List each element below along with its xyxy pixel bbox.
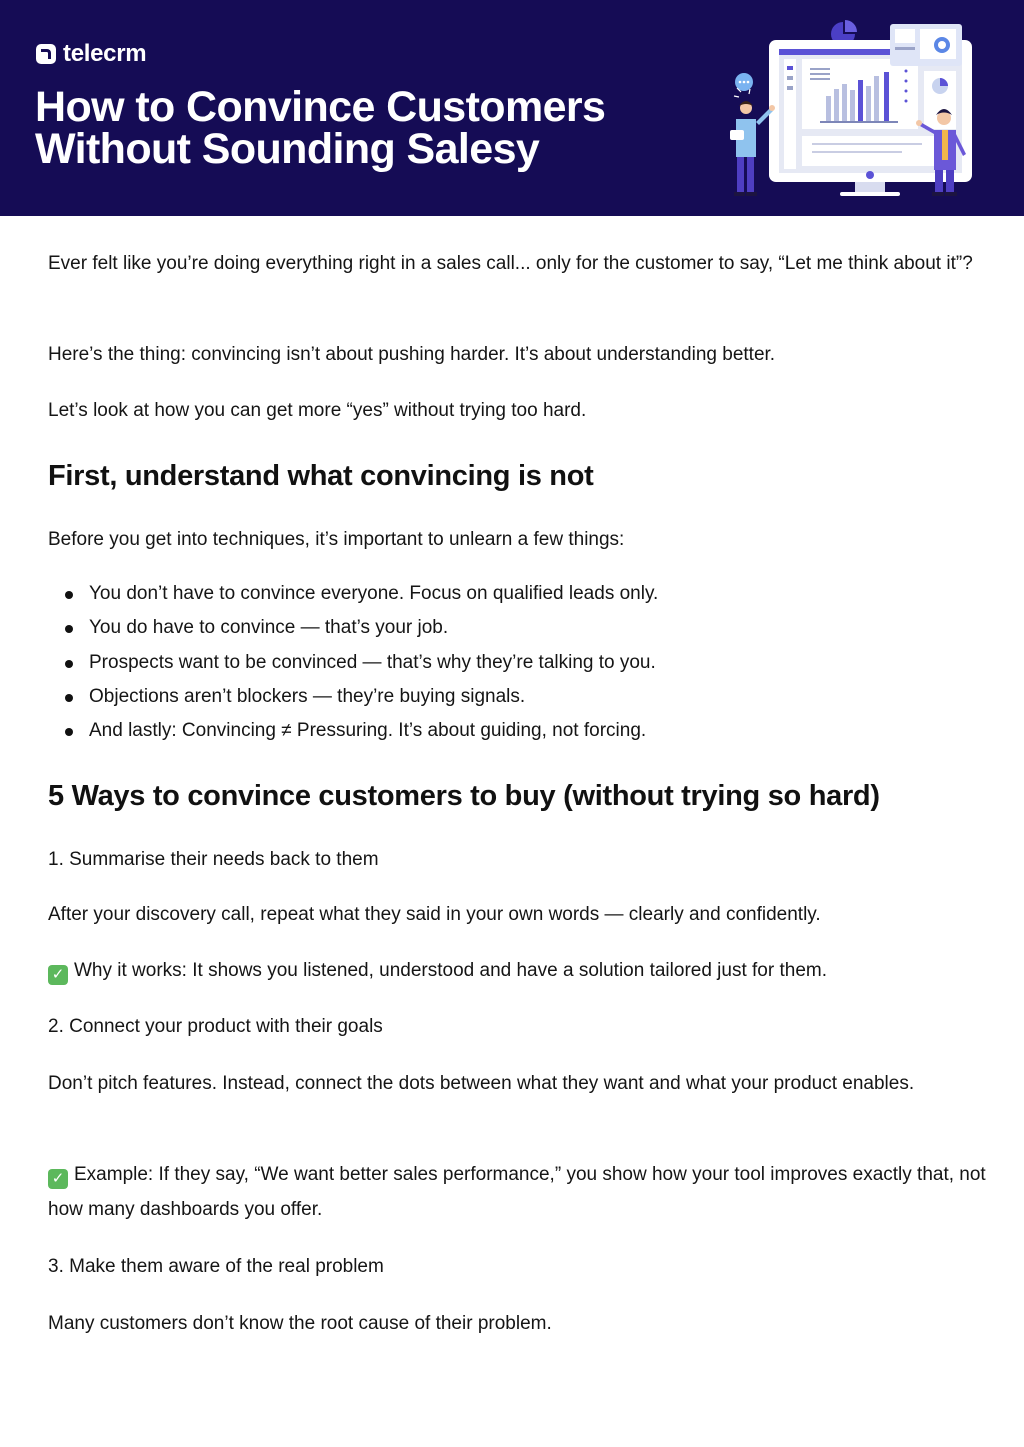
step-1-title: 1. Summarise their needs back to them — [48, 849, 379, 870]
step-1-note-text: Why it works: It shows you listened, understood and have a solution tailored just for them. — [74, 960, 827, 981]
brand-name: telecrm — [63, 40, 147, 67]
checkmark-icon: ✓ — [48, 965, 68, 985]
step-2-note — [48, 1157, 988, 1227]
intro-paragraph-2: Here’s the thing: convincing isn’t about pushing harder. It’s about understanding better. — [48, 344, 776, 365]
list-item: You don’t have to convince everyone. Focus on qualified leads only. — [48, 577, 658, 611]
intro-paragraph-3: Let’s look at how you can get more “yes” without trying too hard. — [48, 400, 587, 421]
step-3-title: 3. Make them aware of the real problem — [48, 1256, 384, 1277]
section-heading-convincing-is-not: First, understand what convincing is not — [48, 460, 594, 492]
dashboard-illustration — [722, 16, 978, 198]
unlearn-list — [48, 577, 658, 748]
section-heading-five-ways: 5 Ways to convince customers to buy (without trying so hard) — [48, 780, 880, 812]
list-item: You do have to convince — that’s your job. — [48, 611, 658, 645]
telecrm-logo-icon — [36, 44, 56, 64]
header-banner — [0, 0, 1024, 216]
page-title: How to Convince Customers Without Sounding Salesy — [35, 83, 606, 173]
brand[interactable] — [36, 40, 146, 68]
list-item: And lastly: Convincing ≠ Pressuring. It’s about guiding, not forcing. — [48, 714, 658, 748]
step-1-note — [48, 953, 827, 988]
step-1-body: After your discovery call, repeat what they said in your own words — clearly and confidently. — [48, 904, 821, 925]
list-item: Prospects want to be convinced — that’s why they’re talking to you. — [48, 646, 658, 680]
checkmark-icon: ✓ — [48, 1169, 68, 1189]
section-lead: Before you get into techniques, it’s important to unlearn a few things: — [48, 529, 625, 550]
step-3-body: Many customers don’t know the root cause of their problem. — [48, 1313, 552, 1334]
step-2-title: 2. Connect your product with their goals — [48, 1016, 383, 1037]
step-2-note-text: Example: If they say, “We want better sales performance,” you show how your tool improves exactly that, not how many dashboards you offer. — [48, 1164, 986, 1220]
step-2-body: Don’t pitch features. Instead, connect the dots between what they want and what your product enables. — [48, 1073, 915, 1094]
intro-paragraph-1: Ever felt like you’re doing everything right in a sales call... only for the customer to say, “Let me think about it”? — [48, 253, 973, 274]
list-item: Objections aren’t blockers — they’re buying signals. — [48, 680, 658, 714]
